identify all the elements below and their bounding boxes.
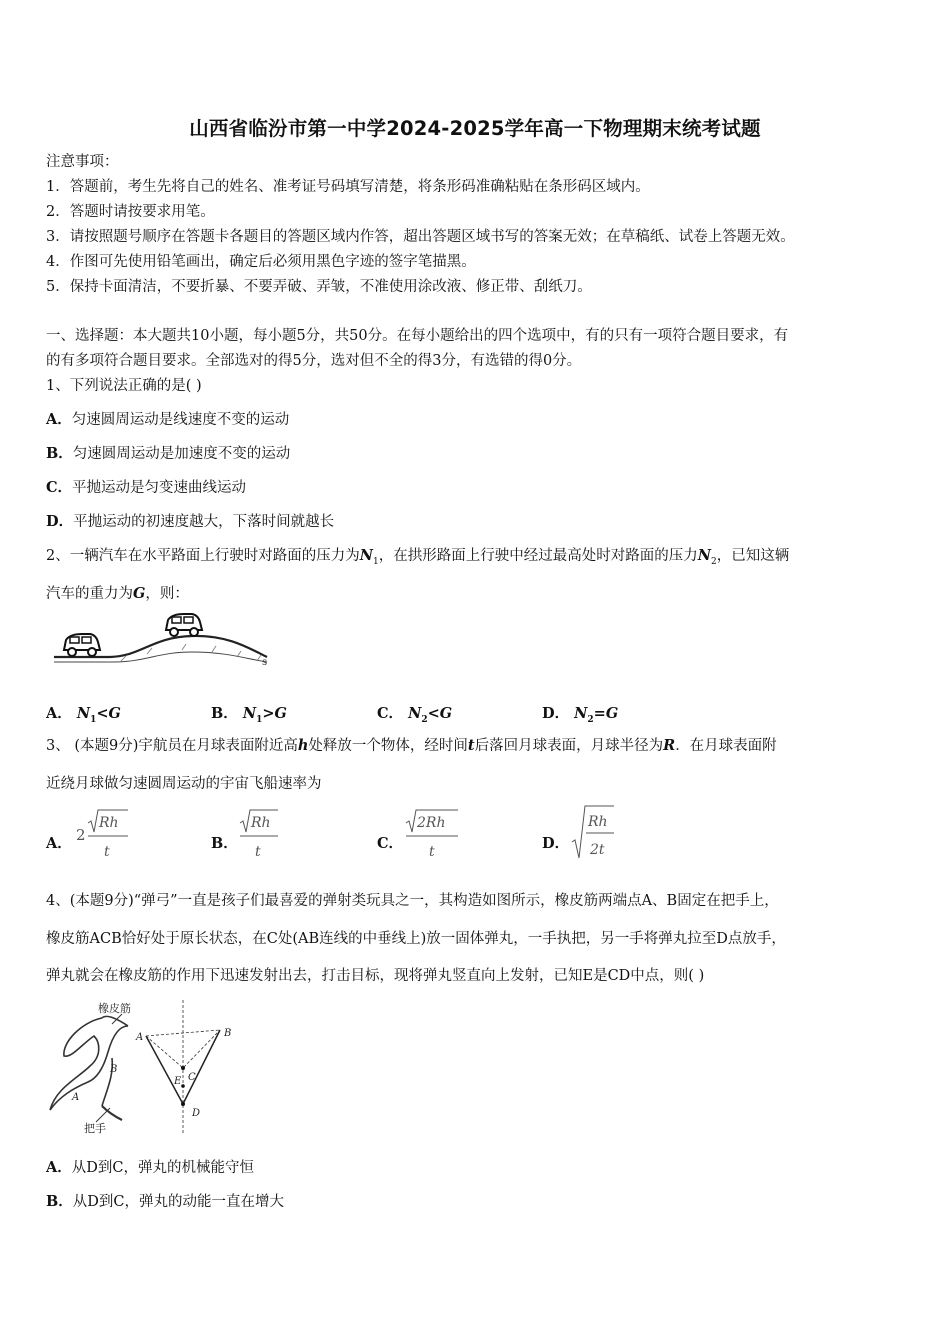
option-text: 从D到C，弹丸的动能一直在增大 <box>72 1194 284 1210</box>
stem-text: ，在拱形路面上行驶中经过最高处时对路面的压力 <box>378 548 698 564</box>
stem-text: 汽车的重力为 <box>46 586 133 602</box>
option-label: C． <box>46 479 73 496</box>
q4-option-b <box>46 1192 284 1212</box>
question-4-stem-line2: 橡皮筋ACB恰好处于原长状态，在C处(AB连线的中垂线上)放一固体弹丸，一手执把，另一手将弹丸拉至D点放手， <box>46 931 786 947</box>
notice-item: 3．请按照题号顺序在答题卡各题目的答题区域内作答，超出答题区域书写的答案无效；在草稿纸、试卷上答题无效。 <box>46 229 795 245</box>
svg-text:s: s <box>262 657 268 668</box>
q1-option-c <box>46 478 246 498</box>
subscript: 1 <box>90 714 97 725</box>
var-n: N <box>359 547 373 564</box>
section-intro: 的有多项符合题目要求。全部选对的得5分，选对但不全的得3分，有选错的得0分。 <box>46 353 582 369</box>
q2-option-c <box>377 702 452 725</box>
subscript: 1 <box>373 556 379 567</box>
option-label: A． <box>46 411 72 428</box>
var-h: h <box>297 737 309 754</box>
car-on-flat-road <box>64 634 100 656</box>
q3-option-b-expr <box>238 808 288 862</box>
option-label: A． <box>46 1159 72 1176</box>
car-on-arch-top <box>166 614 202 636</box>
numerator: Rh <box>251 815 271 831</box>
numerator: Rh <box>588 814 608 830</box>
stem-text: 处释放一个物体，经时间 <box>308 738 468 754</box>
q1-option-b <box>46 444 290 464</box>
stem-text: ．在月球表面附 <box>675 738 777 754</box>
q3-option-d-label: D． <box>542 835 570 852</box>
notice-heading: 注意事项： <box>46 154 119 170</box>
var-g: G <box>133 585 146 602</box>
option-text: <G <box>96 705 121 722</box>
arch-road-figure <box>52 612 274 672</box>
q3-option-a-expr <box>74 808 134 862</box>
option-text: 匀速圆周运动是加速度不变的运动 <box>72 446 291 462</box>
option-label: D． <box>46 513 74 530</box>
numerator: Rh <box>99 815 119 831</box>
denominator: 2t <box>590 842 605 858</box>
option-label: D． <box>542 705 570 722</box>
q2-option-d <box>542 702 618 725</box>
exam-title: 山西省临汾市第一中学2024-2025学年高一下物理期末统考试题 <box>189 117 761 140</box>
point-e-label: E <box>174 1076 182 1087</box>
triangle-diagram <box>135 1000 231 1134</box>
stem-text: ，已知这辆 <box>716 548 790 564</box>
option-label: A． <box>46 705 72 722</box>
question-3-stem-line1 <box>46 736 777 756</box>
q3-option-a-label: A． <box>46 835 72 852</box>
question-2-stem-line1 <box>46 546 789 572</box>
var-n: N <box>76 705 91 722</box>
option-text: 匀速圆周运动是线速度不变的运动 <box>71 412 290 428</box>
q2-option-b <box>211 702 287 725</box>
option-label: B． <box>46 1193 73 1210</box>
denominator: t <box>104 844 110 860</box>
var-n: N <box>574 705 588 722</box>
numerator: 2Rh <box>417 815 446 831</box>
handle-label: 把手 <box>84 1122 106 1135</box>
stem-text: ，则： <box>145 586 189 602</box>
option-label: B． <box>46 445 73 462</box>
question-4-stem-line3: 弹丸就会在橡皮筋的作用下迅速发射出去，打击目标，现将弹丸竖直向上发射，已知E是CD中点，则( ) <box>46 968 705 984</box>
notice-item: 2．答题时请按要求用笔。 <box>46 204 215 220</box>
q3-option-c-expr <box>404 808 464 862</box>
q4-option-a <box>46 1158 254 1178</box>
question-3-stem-line2: 近绕月球做匀速圆周运动的宇宙飞船速率为 <box>46 776 322 792</box>
section-intro: 一、选择题：本大题共10小题，每小题5分，共50分。在每小题给出的四个选项中，有的只有一项符合题目要求，有 <box>46 328 789 344</box>
subscript: 2 <box>711 556 717 567</box>
option-text: =G <box>593 705 619 722</box>
subscript: 2 <box>421 714 428 725</box>
var-n: N <box>408 705 422 722</box>
denominator: t <box>255 844 261 860</box>
option-text: 平抛运动是匀变速曲线运动 <box>72 480 247 496</box>
option-label: B． <box>211 705 238 722</box>
point-b-label: B <box>224 1028 232 1039</box>
question-2-stem-line2 <box>46 584 189 604</box>
q1-option-d <box>46 512 334 532</box>
denominator: t <box>429 844 435 860</box>
option-text: 从D到C，弹丸的机械能守恒 <box>71 1160 254 1176</box>
notice-item: 1．答题前，考生先将自己的姓名、准考证号码填写清楚，将条形码准确粘贴在条形码区域内。 <box>46 179 650 195</box>
point-a-label-left: A <box>72 1092 80 1103</box>
q2-option-a <box>46 702 121 725</box>
q1-option-a <box>46 410 289 430</box>
option-text: 平抛运动的初速度越大，下落时间就越长 <box>73 514 335 530</box>
stem-text: 后落回月球表面，月球半径为 <box>474 738 664 754</box>
var-n: N <box>242 705 257 722</box>
band-label: 橡皮筋 <box>98 1002 131 1015</box>
option-text: >G <box>262 705 287 722</box>
option-text: <G <box>427 705 453 722</box>
q3-option-b-label: B． <box>211 835 238 852</box>
option-label: C． <box>377 705 404 722</box>
point-d-label: D <box>192 1108 201 1119</box>
q3-option-c-label: C． <box>377 835 404 852</box>
point-b-label-left: B <box>110 1064 118 1075</box>
var-n: N <box>697 547 711 564</box>
point-a-label: A <box>136 1032 144 1043</box>
slingshot-figure <box>42 996 247 1136</box>
question-4-stem-line1: 4、(本题9分)“弹弓”一直是孩子们最喜爱的弹射类玩具之一，其构造如图所示，橡皮筋两端点A、B固定在把手上， <box>46 893 779 909</box>
stem-text: 2、一辆汽车在水平路面上行驶时对路面的压力为 <box>46 548 360 564</box>
question-1-stem: 1、下列说法正确的是( ) <box>46 378 202 394</box>
notice-item: 4．作图可先使用铅笔画出，确定后必须用黑色字迹的签字笔描黑。 <box>46 254 476 270</box>
q3-option-d-expr <box>570 804 620 862</box>
var-r: R <box>663 737 676 754</box>
point-c-label: C <box>188 1072 196 1083</box>
notice-item: 5．保持卡面清洁，不要折暴、不要弄破、弄皱，不准使用涂改液、修正带、刮纸刀。 <box>46 279 592 295</box>
subscript: 1 <box>256 714 263 725</box>
coefficient: 2 <box>76 826 86 844</box>
stem-text: 3、 (本题9分)宇航员在月球表面附近高 <box>46 738 298 754</box>
subscript: 2 <box>587 714 594 725</box>
var-t: t <box>467 737 475 754</box>
